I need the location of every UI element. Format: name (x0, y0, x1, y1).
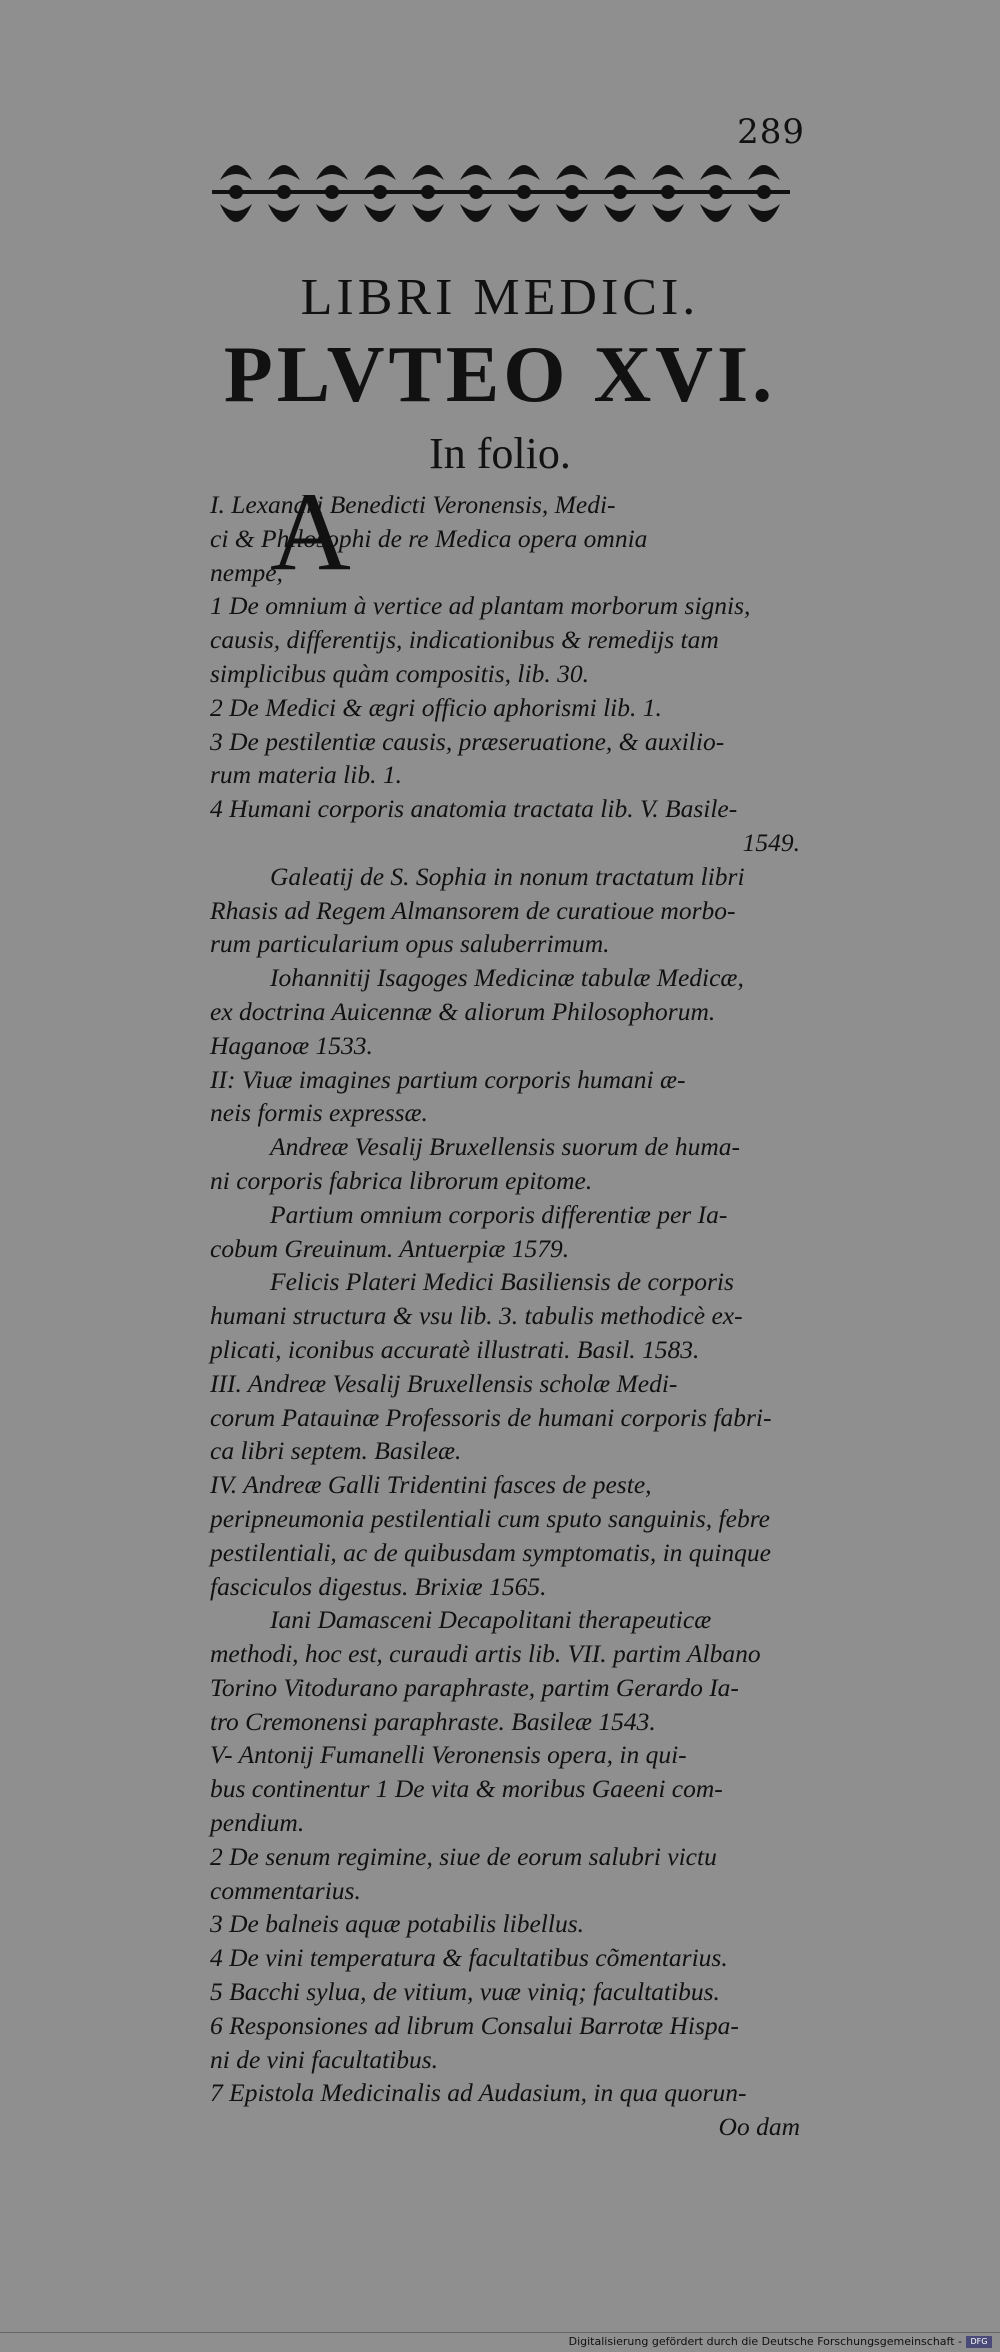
ornament-motif (268, 165, 300, 180)
text-line: ni de vini facultatibus. (210, 2044, 439, 2074)
text-line: plicati, iconibus accuratè illustrati. Basil. 1583. (210, 1334, 700, 1364)
text-line: ci & Philosophi de re Medica opera omnia (210, 523, 648, 553)
text-line: 2 De senum regimine, siue de eorum salubri victu (210, 1841, 717, 1871)
text-line: ex doctrina Auicennæ & aliorum Philosophorum. (210, 996, 716, 1026)
footer (569, 2335, 992, 2348)
ornament-motif (700, 165, 732, 180)
heading-libri-medici: LIBRI MEDICI. (300, 269, 700, 326)
ornament-motif (325, 185, 339, 199)
text-line: bus continentur 1 De vita & moribus Gaeeni com- (210, 1774, 723, 1804)
text-line: methodi, hoc est, curaudi artis lib. VII. partim Albano (210, 1639, 761, 1669)
ornament-motif (412, 204, 444, 222)
ornament-motif (748, 165, 780, 180)
text-line: commentarius. (210, 1875, 361, 1905)
ornament-motif (220, 204, 252, 222)
text-line: peripneumonia pestilentiali cum sputo sanguinis, febre (210, 1503, 771, 1533)
text-line: simplicibus quàm compositis, lib. 30. (210, 658, 589, 688)
ornament-motif (748, 204, 780, 222)
ornament-motif (508, 204, 540, 222)
text-line: corum Patauinæ Professoris de humani corporis fabri- (210, 1402, 772, 1432)
text-line: 1549. (742, 827, 800, 857)
text-line: cobum Greuinum. Antuerpiæ 1579. (210, 1233, 570, 1263)
ornament-motif (220, 165, 252, 180)
ornament-motif (661, 185, 675, 199)
ornament-motif (604, 165, 636, 180)
dfg-logo-icon: DFG (966, 2336, 992, 2348)
text-line: ca libri septem. Basileæ. (210, 1436, 462, 1466)
body-text (210, 488, 800, 2144)
text-line: fasciculos digestus. Brixiæ 1565. (210, 1571, 547, 1601)
heading-in-folio: In folio. (429, 429, 571, 478)
text-line: III. Andreæ Vesalij Bruxellensis scholæ Medi- (210, 1368, 678, 1398)
text-line: 5 Bacchi sylua, de vitium, vuæ viniq; facultatibus. (210, 1977, 720, 2007)
text-line: II: Viuæ imagines partium corporis humani æ- (210, 1064, 686, 1094)
page-number: 289 (737, 112, 805, 152)
ornament-motif (613, 185, 627, 199)
ornament-motif (268, 204, 300, 222)
ornament-motif (460, 204, 492, 222)
ornament-motif (556, 165, 588, 180)
ornament-motif (412, 165, 444, 180)
text-line: V- Antonij Fumanelli Veronensis opera, in qui- (210, 1740, 687, 1770)
text-line: pestilentiali, ac de quibusdam symptomatis, in quinque (210, 1537, 771, 1567)
text-line: Iohannitij Isagoges Medicinæ tabulæ Medicæ, (270, 963, 744, 993)
text-line: Oo dam (718, 2112, 800, 2142)
text-line: IV. Andreæ Galli Tridentini fasces de peste, (210, 1470, 652, 1500)
ornament-motif (517, 185, 531, 199)
ornament-motif (652, 165, 684, 180)
ornament-motif (421, 185, 435, 199)
ornament-motif (364, 204, 396, 222)
heading-pluteo: PLVTEO XVI. (223, 331, 777, 419)
ornament-motif (316, 204, 348, 222)
text-line: causis, differentijs, indicationibus & remedijs tam (210, 625, 719, 655)
ornament-motif (604, 204, 636, 222)
ornament-motif (757, 185, 771, 199)
ornament-motif (373, 185, 387, 199)
text-line: humani structura & vsu lib. 3. tabulis methodicè ex- (210, 1301, 743, 1331)
text-line: 7 Epistola Medicinalis ad Audasium, in qua quorun- (210, 2078, 747, 2108)
text-line: neis formis expressæ. (210, 1098, 428, 1128)
ornament-motif (556, 204, 588, 222)
text-line: Galeatij de S. Sophia in nonum tractatum libri (270, 861, 745, 891)
ornament-motif (652, 204, 684, 222)
text-line: Rhasis ad Regem Almansorem de curatioue morbo- (210, 895, 736, 925)
text-line: nempe, (210, 557, 283, 587)
ornament-motif (709, 185, 723, 199)
text-line: Haganoæ 1533. (210, 1030, 373, 1060)
ornament-motif (364, 165, 396, 180)
text-line: pendium. (210, 1808, 305, 1838)
ornament-band (212, 150, 790, 242)
ornament-motif (508, 165, 540, 180)
ornament-motif (469, 185, 483, 199)
text-line: Felicis Plateri Medici Basiliensis de corporis (270, 1267, 734, 1297)
footer-credit: Digitalisierung gefördert durch die Deutsche Forschungsgemeinschaft - (568, 2335, 962, 2348)
ornament-motif (700, 204, 732, 222)
text-line: 1 De omnium à vertice ad plantam morborum signis, (210, 591, 751, 621)
ornament-motif (277, 185, 291, 199)
text-line: 2 De Medici & ægri officio aphorismi lib. 1. (210, 692, 662, 722)
drop-cap: A (270, 470, 351, 594)
text-line: I. Lexandri Benedicti Veronensis, Medi- (210, 490, 616, 519)
text-line: 4 Humani corporis anatomia tractata lib. V. Basile- (210, 794, 738, 824)
footer-rule (0, 2332, 1000, 2333)
ornament-motif (460, 165, 492, 180)
text-line: rum particularium opus saluberrimum. (210, 929, 610, 959)
ornament-motif (316, 165, 348, 180)
ornament-motif (565, 185, 579, 199)
text-line: 6 Responsiones ad librum Consalui Barrotæ Hispa- (210, 2010, 739, 2040)
text-line: tro Cremonensi paraphraste. Basileæ 1543. (210, 1706, 656, 1736)
text-line: Torino Vitodurano paraphraste, partim Gerardo Ia- (210, 1672, 739, 1702)
text-line: Partium omnium corporis differentiæ per Ia- (270, 1199, 728, 1229)
text-line: 3 De balneis aquæ potabilis libellus. (210, 1909, 584, 1939)
text-line: Andreæ Vesalij Bruxellensis suorum de huma- (270, 1132, 741, 1162)
text-line: rum materia lib. 1. (210, 760, 402, 790)
text-line: ni corporis fabrica librorum epitome. (210, 1165, 593, 1195)
ornament-motif (229, 185, 243, 199)
text-line: Iani Damasceni Decapolitani therapeuticæ (270, 1605, 712, 1635)
text-line: 4 De vini temperatura & facultatibus cõmentarius. (210, 1943, 728, 1973)
text-line: 3 De pestilentiæ causis, præseruatione, & auxilio- (210, 726, 725, 756)
